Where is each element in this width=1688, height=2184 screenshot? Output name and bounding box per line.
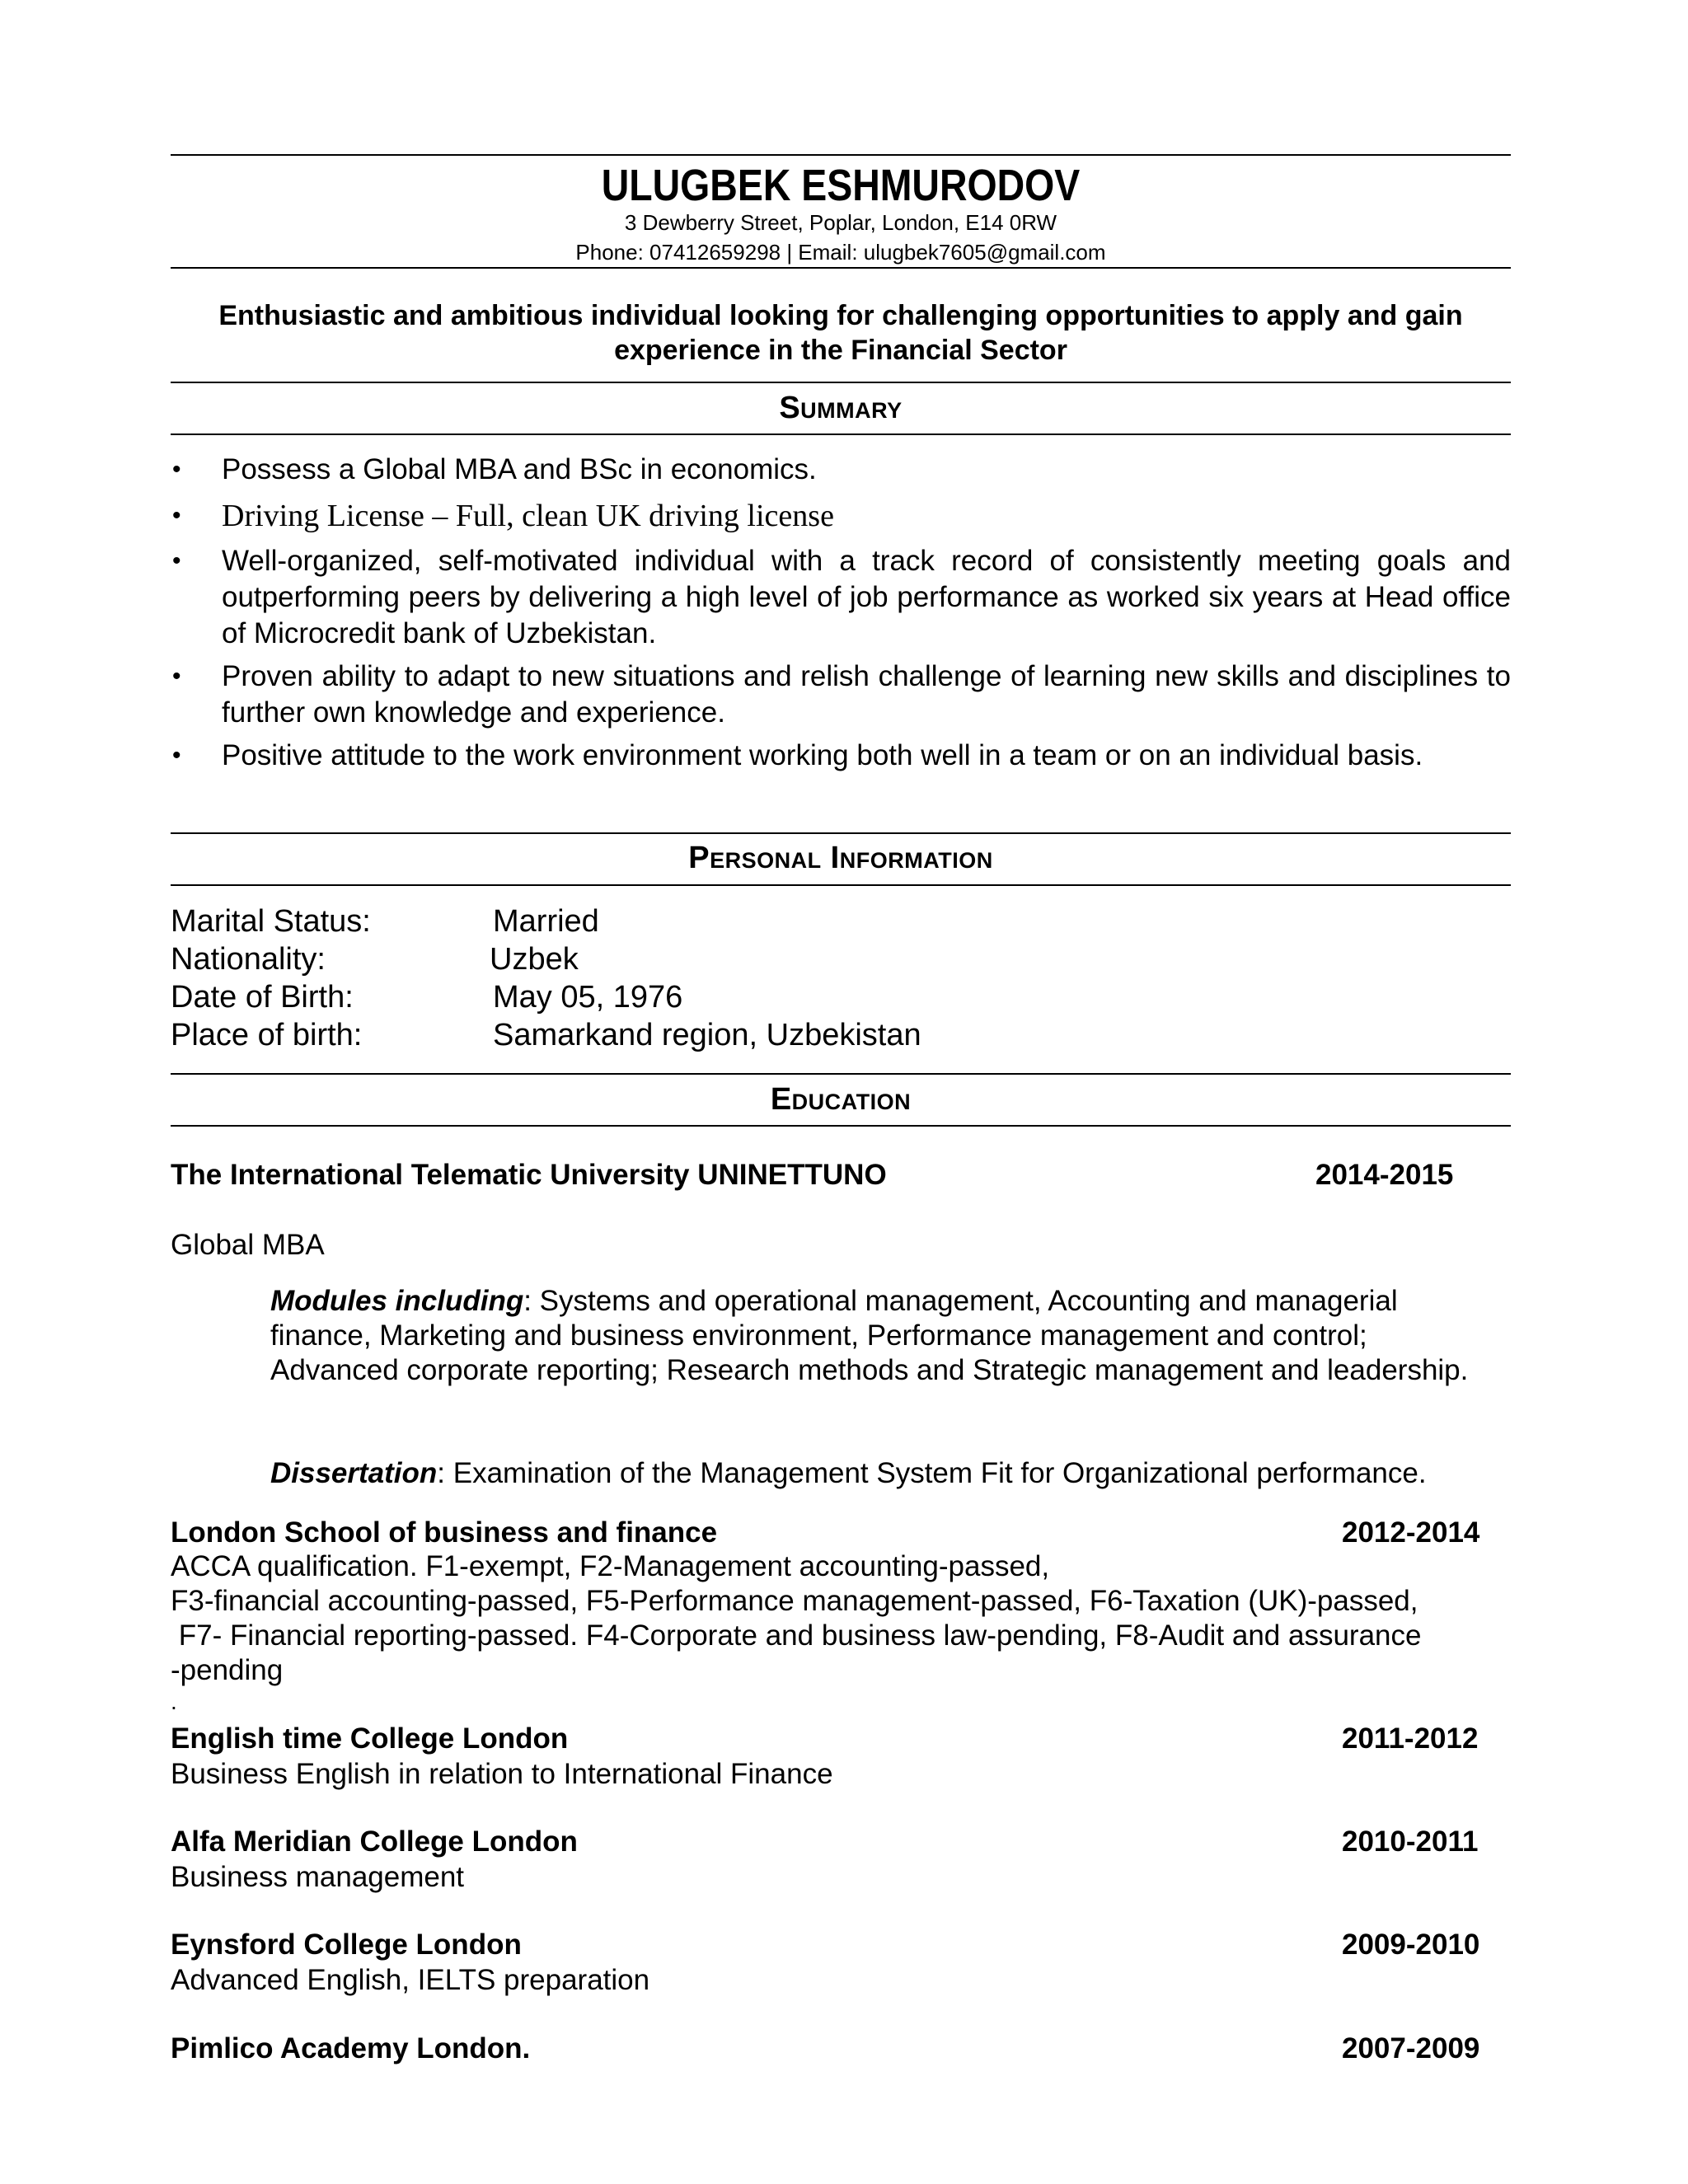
summary-item-text: Well-organized, self-motivated individual with a track record of consistently meeting goals and outperforming peers by delivering a high level of job performance as worked six years at Head office of Microcredit bank of Uzbekistan.: [222, 545, 1511, 649]
marital-status-label: Marital Status:: [171, 904, 371, 939]
summary-bottom-rule: [171, 434, 1511, 435]
course: Business English in relation to International Finance: [171, 1758, 833, 1790]
summary-item: [171, 452, 1511, 488]
school-name: The International Telematic University UNINETTUNO: [171, 1159, 887, 1191]
school-years: 2010-2011: [1342, 1825, 1479, 1858]
summary-item-text: Proven ability to adapt to new situations and relish challenge of learning new skills and disciplines to further own knowledge and experience.: [222, 660, 1511, 729]
summary-list: [171, 452, 1511, 774]
nationality-value: Uzbek: [490, 942, 579, 977]
personal-bottom-rule: [171, 884, 1511, 886]
summary-item-text: Positive attitude to the work environment working both well in a team or on an individual basis.: [222, 739, 1423, 771]
bullet-icon: •: [172, 663, 181, 690]
contact-line: Phone: 07412659298 | Email: ulugbek7605@gmail.com: [575, 240, 1106, 265]
school-years: 2014-2015: [1315, 1159, 1454, 1191]
bullet-icon: •: [172, 456, 181, 483]
school-name: Eynsford College London: [171, 1929, 522, 1961]
acca-line: .: [171, 1689, 177, 1714]
school-name: London School of business and finance: [171, 1516, 718, 1549]
summary-item: [171, 543, 1511, 652]
nationality-label: Nationality:: [171, 942, 326, 977]
address: 3 Dewberry Street, Poplar, London, E14 0RW: [624, 210, 1057, 235]
header-top-rule: [171, 154, 1511, 156]
summary-item-text: Driving License – Full, clean UK driving license: [222, 499, 834, 533]
summary-heading: Summary: [779, 391, 903, 425]
summary-item: [171, 738, 1511, 774]
objective-statement: Enthusiastic and ambitious individual looking for challenging opportunities to apply and gain experience in the Financial Sector: [218, 300, 1463, 366]
education-top-rule: [171, 1073, 1511, 1075]
acca-line: F3-financial accounting-passed, F5-Performance management-passed, F6-Taxation (UK)-passed,: [171, 1585, 1418, 1617]
course: Business management: [171, 1861, 465, 1893]
marital-status-value: Married: [493, 904, 599, 939]
bullet-icon: •: [172, 742, 181, 769]
acca-line: -pending: [171, 1654, 284, 1686]
course: Advanced English, IELTS preparation: [171, 1964, 650, 1996]
school-name: Alfa Meridian College London: [171, 1825, 578, 1858]
summary-item-text: Possess a Global MBA and BSc in economics.: [222, 453, 817, 485]
candidate-name: ULUGBEK ESHMURODOV: [601, 161, 1081, 210]
modules-label: Modules including: [270, 1285, 524, 1317]
personal-top-rule: [171, 832, 1511, 834]
dissertation-label: Dissertation: [270, 1457, 438, 1489]
birthplace-value: Samarkand region, Uzbekistan: [493, 1018, 921, 1052]
modules-paragraph: [270, 1284, 1482, 1388]
personal-heading: Personal Information: [688, 841, 993, 875]
summary-item: [171, 498, 1511, 535]
school-name: Pimlico Academy London.: [171, 2032, 531, 2064]
modules-text: : Systems and operational management, Accounting and managerial finance, Marketing and business environment, Performance management and control; Advanced corporate reporting; Research methods and Strategic management and leadership.: [270, 1285, 1469, 1386]
school-years: 2007-2009: [1342, 2032, 1480, 2064]
dob-label: Date of Birth:: [171, 980, 354, 1015]
summary-top-rule: [171, 382, 1511, 383]
acca-line: F7- Financial reporting-passed. F4-Corporate and business law-pending, F8-Audit and assurance: [171, 1619, 1422, 1652]
dissertation-paragraph: [270, 1456, 1507, 1491]
school-years: 2009-2010: [1342, 1929, 1480, 1961]
school-name: English time College London: [171, 1722, 569, 1755]
school-years: 2012-2014: [1342, 1516, 1480, 1549]
bullet-icon: •: [172, 502, 181, 529]
dob-value: May 05, 1976: [493, 980, 683, 1015]
bullet-icon: •: [172, 547, 181, 574]
education-bottom-rule: [171, 1125, 1511, 1127]
birthplace-label: Place of birth:: [171, 1018, 363, 1052]
degree: Global MBA: [171, 1229, 325, 1261]
dissertation-text: : Examination of the Management System Fit for Organizational performance.: [437, 1457, 1427, 1489]
summary-item: [171, 658, 1511, 731]
school-years: 2011-2012: [1342, 1722, 1479, 1755]
header-bottom-rule: [171, 267, 1511, 269]
education-heading: Education: [770, 1082, 912, 1117]
acca-line: ACCA qualification. F1-exempt, F2-Management accounting-passed,: [171, 1550, 1050, 1582]
